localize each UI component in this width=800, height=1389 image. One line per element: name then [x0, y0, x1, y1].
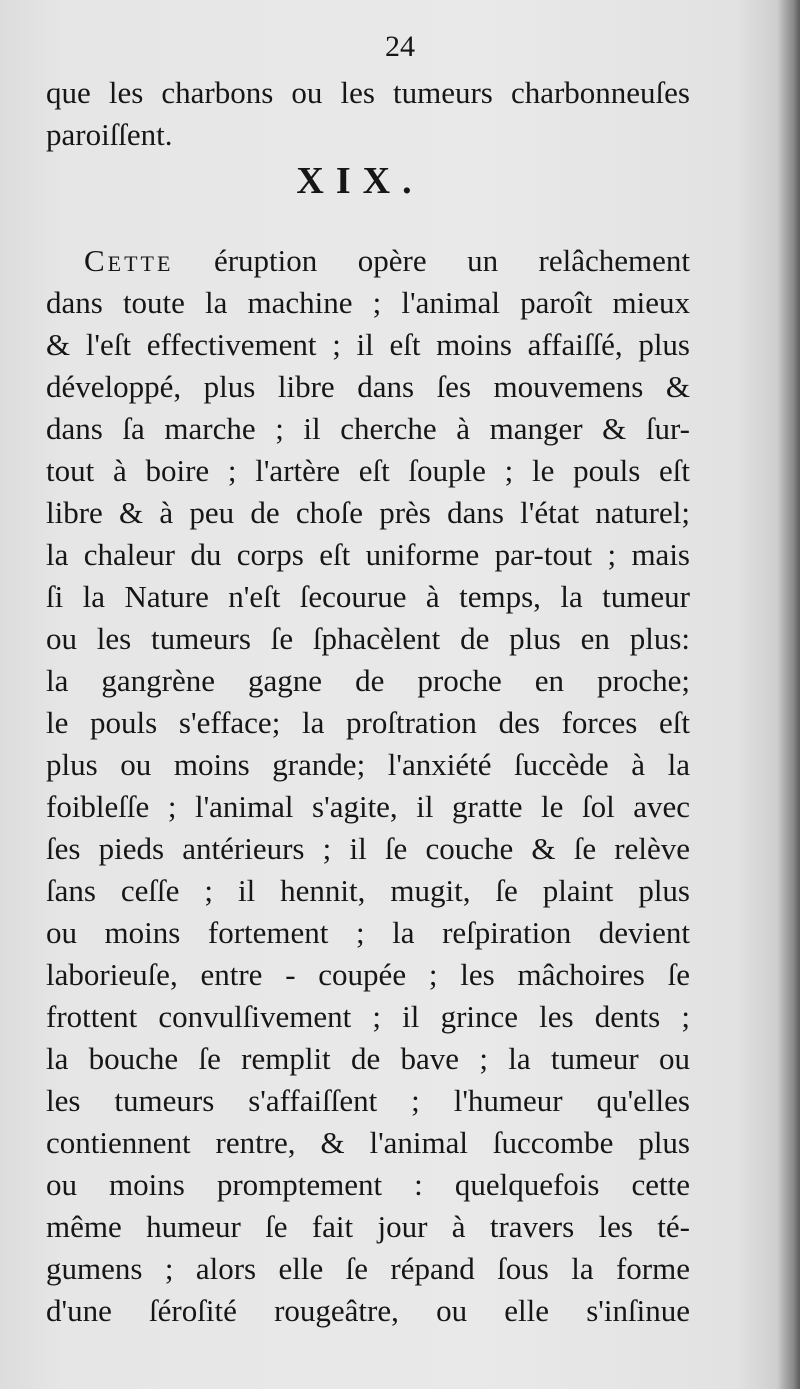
first-word: Cette [84, 243, 174, 278]
text-line: développé, plus libre dans ſes mouvemens & [46, 369, 690, 404]
text-line: ou les tumeurs ſe ſphacèlent de plus en plus: [46, 621, 690, 656]
text-line: les tumeurs s'affaiſſent ; l'humeur qu'elles [46, 1083, 690, 1118]
text-line: ou moins fortement ; la reſpiration devient [46, 915, 690, 950]
first-line-rest: éruption opère un relâchement [213, 243, 691, 278]
text-line: dans ſa marche ; il cherche à manger & ſur- [46, 411, 690, 446]
text-line: libre & à peu de choſe près dans l'état naturel; [46, 495, 690, 530]
text-line: ſans ceſſe ; il hennit, mugit, ſe plaint plus [46, 873, 690, 908]
text-line: gumens ; alors elle ſe répand ſous la forme [46, 1251, 690, 1286]
text-line: plus ou moins grande; l'anxiété ſuccède à la [46, 747, 690, 782]
text-line: ſi la Nature n'eſt ſecourue à temps, la tumeur [46, 579, 690, 614]
text-line: dans toute la machine ; l'animal paroît mieux [46, 285, 690, 320]
text-line: contiennent rentre, & l'animal ſuccombe plus [46, 1125, 690, 1160]
text-line: foibleſſe ; l'animal s'agite, il gratte le ſol avec [46, 789, 690, 824]
text-line: que les charbons ou les tumeurs charbonneuſes [46, 75, 690, 110]
page-number: 24 [385, 30, 415, 63]
text-line: même humeur ſe fait jour à travers les té- [46, 1209, 690, 1244]
text-line: le pouls s'efface; la proſtration des forces eſt [46, 705, 690, 740]
text-line: ou moins promptement : quelquefois cette [46, 1167, 690, 1202]
text-line: la chaleur du corps eſt uniforme par-tout ; mais [46, 537, 690, 572]
continuation-text [46, 72, 690, 156]
text-line: frottent convulſivement ; il grince les dents ; [46, 999, 690, 1034]
first-line [46, 240, 690, 282]
text-line: ſes pieds antérieurs ; il ſe couche & ſe relève [46, 831, 690, 866]
text-line: la gangrène gagne de proche en proche; [46, 663, 690, 698]
text-line: d'une ſéroſité rougeâtre, ou elle s'inſinue [46, 1293, 690, 1328]
section-body [46, 240, 690, 1332]
page-edge-shadow [778, 0, 800, 1389]
text-line: paroiſſent. [46, 117, 173, 152]
text-line: & l'eſt effectivement ; il eſt moins affaiſſé, plus [46, 327, 690, 362]
section-heading: XIX. [296, 160, 424, 202]
text-line: laborieuſe, entre - coupée ; les mâchoires ſe [46, 957, 690, 992]
text-line: la bouche ſe remplit de bave ; la tumeur ou [46, 1041, 690, 1076]
text-line: tout à boire ; l'artère eſt ſouple ; le pouls eſt [46, 453, 690, 488]
